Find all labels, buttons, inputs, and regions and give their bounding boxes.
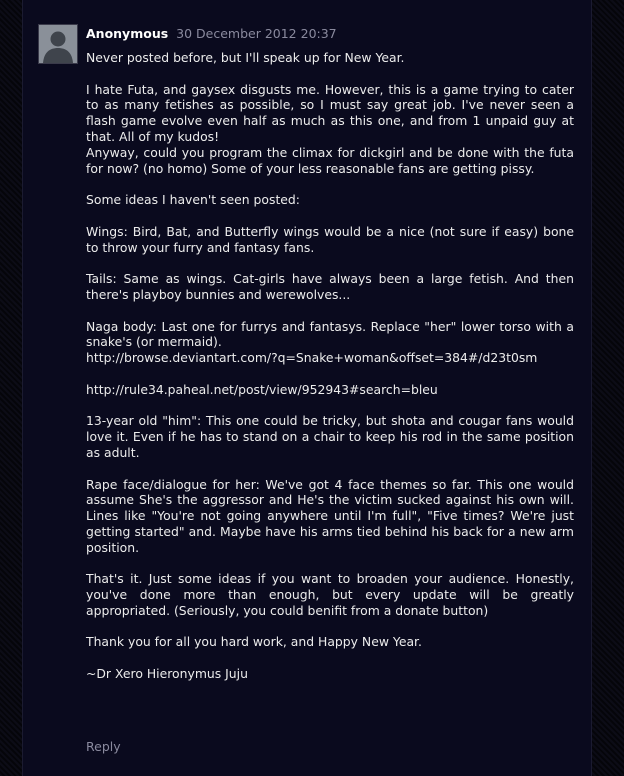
- comment-paragraph: Naga body: Last one for furrys and fantasys. Replace "her" lower torso with a snake's (or mermaid).: [86, 318, 574, 350]
- default-user-silhouette-icon: [39, 25, 77, 63]
- comment-paragraph: I hate Futa, and gaysex disgusts me. However, this is a game trying to cater to as many fetishes as possible, so I must say great job. I've never seen a flash game evolve even half as much as this one, and from 1 unpaid guy at that. All of my kudos!: [86, 81, 574, 144]
- comment-date: 30 December 2012 20:37: [176, 26, 337, 41]
- comment-paragraph: Wings: Bird, Bat, and Butterfly wings would be a nice (not sure if easy) bone to throw your furry and fantasy fans.: [86, 223, 574, 255]
- comment-paragraph: That's it. Just some ideas if you want to broaden your audience. Honestly, you've done more than enough, but every update will be greatly appropriated. (Seriously, you could benifit from a donate button): [86, 571, 574, 618]
- comment-header: [86, 26, 337, 41]
- comment-paragraph: Anyway, could you program the climax for dickgirl and be done with the futa for now? (no homo) Some of your less reasonable fans are getting pissy.: [86, 144, 574, 176]
- comment-link: http://browse.deviantart.com/?q=Snake+woman&offset=384#/d23t0sm: [86, 350, 538, 366]
- reply-link[interactable]: Reply: [86, 739, 121, 754]
- comment-author: Anonymous: [86, 26, 169, 41]
- comment-link: http://rule34.paheal.net/post/view/952943#search=bleu: [86, 381, 438, 397]
- avatar: [38, 24, 78, 64]
- comment-paragraph: Rape face/dialogue for her: We've got 4 face themes so far. This one would assume She's the aggressor and He's the victim sucked against his own will. Lines like "You're not going anywhere until I'm full", "Five times? We're just getting started" and. Maybe have his arms tied behind his back for a new arm position.: [86, 476, 574, 555]
- comment-paragraph: Some ideas I haven't seen posted:: [86, 192, 300, 208]
- comment-paragraph: Thank you for all you hard work, and Happy New Year.: [86, 634, 422, 650]
- comment-paragraph: Never posted before, but I'll speak up for New Year.: [86, 50, 405, 65]
- comment-paragraph: 13-year old "him": This one could be tricky, but shota and cougar fans would love it. Even if he has to stand on a chair to keep his rod in the same position as adult.: [86, 413, 574, 460]
- comment-signature: ~Dr Xero Hieronymus Juju: [86, 666, 248, 682]
- comment-paragraph: Tails: Same as wings. Cat-girls have always been a large fetish. And then there's playboy bunnies and werewolves...: [86, 271, 574, 302]
- comment-body: [86, 50, 574, 698]
